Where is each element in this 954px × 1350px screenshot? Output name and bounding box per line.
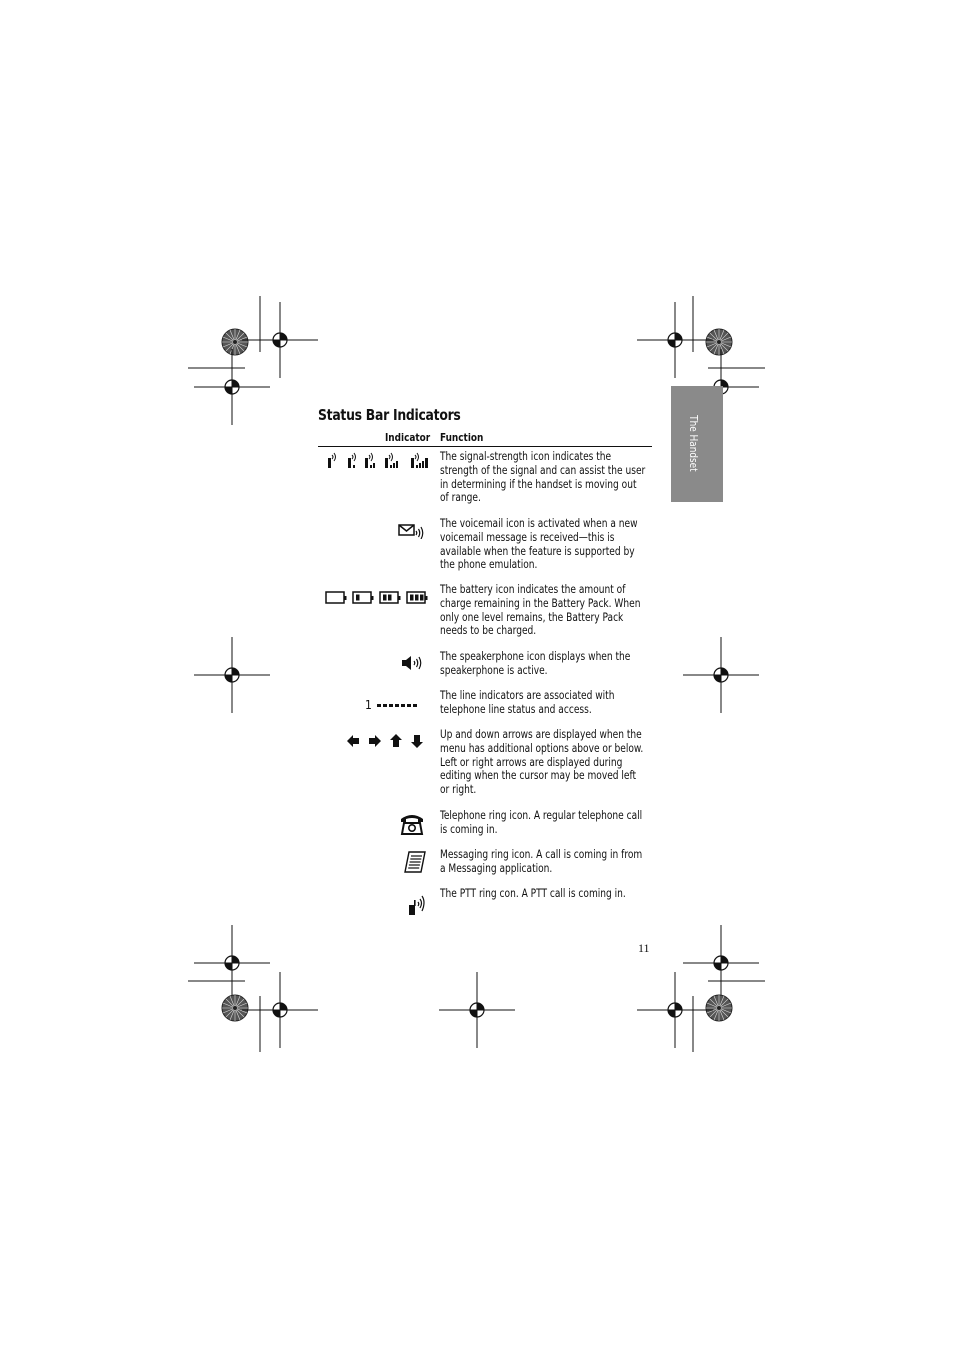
telephone-ring-description: Telephone ring icon. A regular telephone call is coming in.: [440, 809, 643, 836]
column-header-indicator: Indicator: [385, 431, 431, 444]
messaging-ring-description: Messaging ring icon. A call is coming in from a Messaging application.: [440, 848, 643, 875]
section-title: Status Bar Indicators: [318, 406, 461, 424]
line-indicator-icon: [377, 703, 421, 709]
battery-icon: [325, 590, 429, 606]
side-tab-label: The Handset: [687, 415, 700, 472]
voicemail-description: The voicemail icon is activated when a new voicemail message is received—this is available when the feature is supported by the phone emulation.: [440, 517, 638, 572]
arrows-icon: [347, 734, 425, 748]
line-indicator-label: 1: [365, 698, 372, 712]
messaging-ring-icon: [403, 850, 427, 874]
telephone-ring-icon: [399, 812, 425, 836]
section-side-tab: [671, 386, 723, 502]
speakerphone-icon: [401, 655, 425, 671]
page-number: 11: [638, 941, 650, 955]
signal-strength-description: The signal-strength icon indicates the strength of the signal and can assist the user in determining if the handset is moving out of range.: [440, 450, 646, 505]
ptt-ring-description: The PTT ring con. A PTT call is coming in.: [440, 887, 626, 900]
voicemail-icon: [398, 523, 424, 539]
speakerphone-description: The speakerphone icon displays when the speakerphone is active.: [440, 650, 631, 677]
column-header-function: Function: [440, 431, 484, 444]
header-rule: [318, 446, 652, 447]
battery-description: The battery icon indicates the amount of charge remaining in the Battery Pack. When only one level remains, the Battery Pack needs to be charged.: [440, 583, 641, 638]
arrows-description: Up and down arrows are displayed when the menu has additional options above or below. Left or right arrows are displayed during editing when the cursor may be moved left or right.: [440, 728, 644, 797]
signal-strength-icon: [325, 452, 433, 470]
ptt-ring-icon: [406, 893, 426, 917]
line-indicator-description: The line indicators are associated with telephone line status and access.: [440, 689, 615, 716]
